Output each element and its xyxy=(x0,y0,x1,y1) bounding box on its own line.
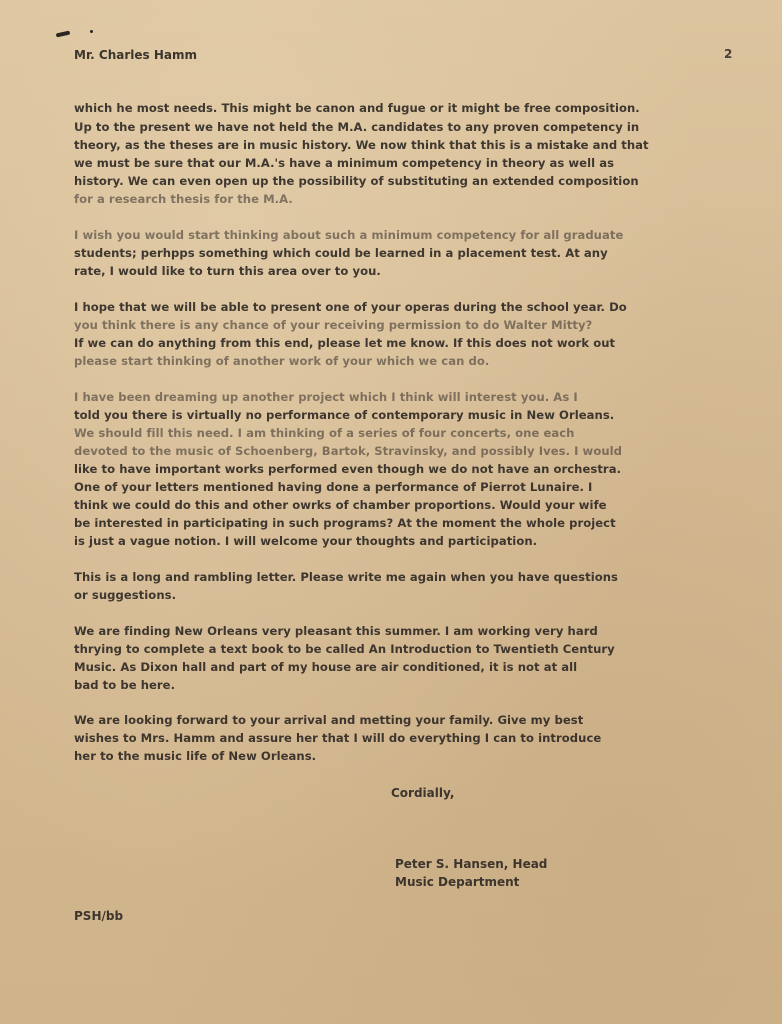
text-line: you think there is any chance of your receiving permission to do Walter Mitty? xyxy=(74,318,593,332)
text-line: think we could do this and other owrks of chamber proportions. Would your wife xyxy=(74,498,607,512)
page-number: 2 xyxy=(724,47,733,61)
text-line: for a research thesis for the M.A. xyxy=(74,192,293,206)
text-line: is just a vague notion. I will welcome your thoughts and participation. xyxy=(74,534,538,548)
text-line: please start thinking of another work of your which we can do. xyxy=(74,354,490,368)
text-line: history. We can even open up the possibility of substituting an extended composition xyxy=(74,174,639,188)
text-line: students; perhpps something which could be learned in a placement test. At any xyxy=(74,246,608,260)
signature-title: Music Department xyxy=(395,875,520,889)
text-line: This is a long and rambling letter. Please write me again when you have questions xyxy=(74,570,618,584)
text-line: we must be sure that our M.A.'s have a minimum competency in theory as well as xyxy=(74,156,615,170)
recipient-header: Mr. Charles Hamm xyxy=(74,48,197,62)
text-line: wishes to Mrs. Hamm and assure her that I will do everything I can to introduce xyxy=(74,731,602,745)
ink-mark xyxy=(56,31,71,38)
text-line: I wish you would start thinking about such a minimum competency for all graduate xyxy=(74,228,624,242)
text-line: One of your letters mentioned having done a performance of Pierrot Lunaire. I xyxy=(74,480,593,494)
text-line: I hope that we will be able to present one of your operas during the school year. Do xyxy=(74,300,627,314)
typist-initials: PSH/bb xyxy=(74,909,124,923)
text-line: Up to the present we have not held the M.A. candidates to any proven competency in xyxy=(74,120,640,134)
text-line: We are looking forward to your arrival and metting your family. Give my best xyxy=(74,713,584,727)
text-line: rate, I would like to turn this area over to you. xyxy=(74,264,381,278)
ink-dot xyxy=(90,30,93,33)
text-line: devoted to the music of Schoenberg, Bartok, Stravinsky, and possibly Ives. I would xyxy=(74,444,623,458)
text-line: her to the music life of New Orleans. xyxy=(74,749,317,763)
text-line: I have been dreaming up another project which I think will interest you. As I xyxy=(74,390,578,404)
text-line: We are finding New Orleans very pleasant this summer. I am working very hard xyxy=(74,624,598,638)
text-line: or suggestions. xyxy=(74,588,177,602)
text-line: Music. As Dixon hall and part of my house are air conditioned, it is not at all xyxy=(74,660,578,674)
text-line: told you there is virtually no performance of contemporary music in New Orleans. xyxy=(74,408,615,422)
text-line: which he most needs. This might be canon and fugue or it might be free composition. xyxy=(74,101,640,115)
text-line: theory, as the theses are in music history. We now think that this is a mistake and that xyxy=(74,138,649,152)
text-line: We should fill this need. I am thinking of a series of four concerts, one each xyxy=(74,426,575,440)
text-line: If we can do anything from this end, please let me know. If this does not work out xyxy=(74,336,616,350)
text-line: thrying to complete a text book to be called An Introduction to Twentieth Century xyxy=(74,642,615,656)
closing: Cordially, xyxy=(391,786,455,800)
text-line: bad to be here. xyxy=(74,678,176,692)
text-line: like to have important works performed even though we do not have an orchestra. xyxy=(74,462,622,476)
signature-name: Peter S. Hansen, Head xyxy=(395,857,548,871)
text-line: be interested in participating in such programs? At the moment the whole project xyxy=(74,516,616,530)
